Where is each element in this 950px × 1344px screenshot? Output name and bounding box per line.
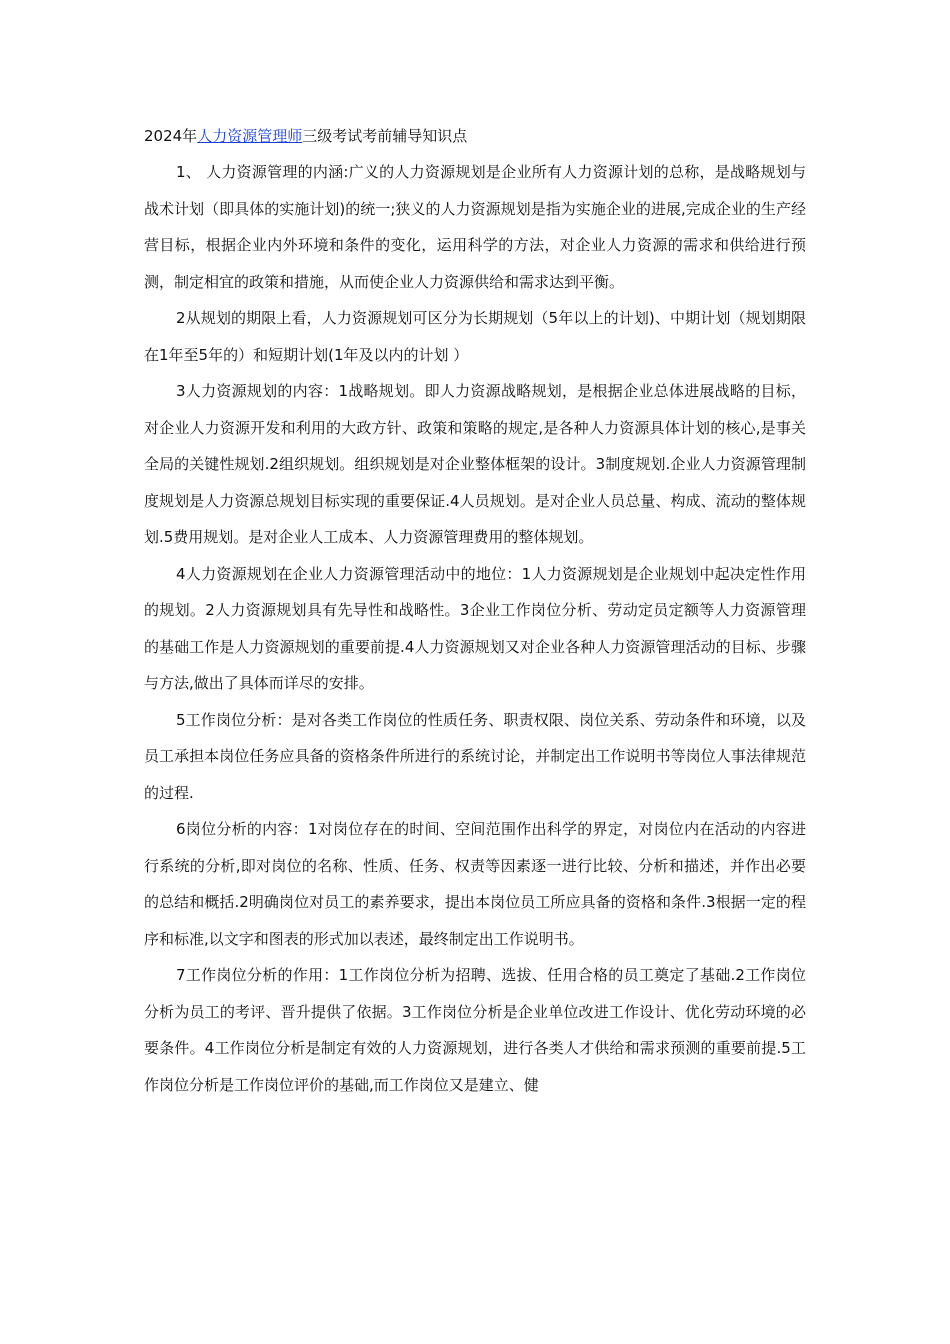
paragraph-2: 2从规划的期限上看，人力资源规划可区分为长期规划（5年以上的计划)、中期计划（规划期限在1年至5年的）和短期计划(1年及以内的计划 ） [144, 309, 806, 364]
paragraph-1: 1、 人力资源管理的内涵:广义的人力资源规划是企业所有人力资源计划的总称，是战略规划与战术计划（即具体的实施计划)的统一;狭义的人力资源规划是指为实施企业的进展,完成企业的生产经营目标，根据企业内外环境和条件的变化，运用科学的方法，对企业人力资源的需求和供给进行预测，制定相宜的政策和措施，从而使企业人力资源供给和需求达到平衡。 [144, 163, 806, 291]
title-prefix: 2024年 [144, 127, 198, 145]
paragraph-7: 7工作岗位分析的作用：1工作岗位分析为招聘、选拔、任用合格的员工奠定了基础.2工作岗位分析为员工的考评、晋升提供了依据。3工作岗位分析是企业单位改进工作设计、优化劳动环境的必要条件。4工作岗位分析是制定有效的人力资源规划，进行各类人才供给和需求预测的重要前提.5工作岗位分析是工作岗位评价的基础,而工作岗位又是建立、健 [144, 966, 806, 1094]
document-title [144, 118, 806, 154]
paragraph-5: 5工作岗位分析：是对各类工作岗位的性质任务、职责权限、岗位关系、劳动条件和环境，以及员工承担本岗位任务应具备的资格条件所进行的系统讨论，并制定出工作说明书等岗位人事法律规范的过程. [144, 710, 806, 802]
paragraph-4: 4人力资源规划在企业人力资源管理活动中的地位：1人力资源规划是企业规划中起决定性作用的规划。2人力资源规划具有先导性和战略性。3企业工作岗位分析、劳动定员定额等人力资源管理的基础工作是人力资源规划的重要前提.4人力资源规划又对企业各种人力资源管理活动的目标、步骤与方法,做出了具体而详尽的安排。 [144, 564, 806, 692]
document-page [144, 118, 806, 1103]
paragraph-3: 3人力资源规划的内容：1战略规划。即人力资源战略规划，是根据企业总体进展战略的目标，对企业人力资源开发和利用的大政方针、政策和策略的规定,是各种人力资源具体计划的核心,是事关全局的关键性规划.2组织规划。组织规划是对企业整体框架的设计。3制度规划.企业人力资源管理制度规划是人力资源总规划目标实现的重要保证.4人员规划。是对企业人员总量、构成、流动的整体规划.5费用规划。是对企业人工成本、人力资源管理费用的整体规划。 [144, 382, 806, 546]
title-suffix: 三级考试考前辅导知识点 [302, 127, 468, 145]
title-link[interactable]: 人力资源管理师 [197, 127, 303, 145]
paragraph-6: 6岗位分析的内容：1对岗位存在的时间、空间范围作出科学的界定，对岗位内在活动的内容进行系统的分析,即对岗位的名称、性质、任务、权责等因素逐一进行比较、分析和描述，并作出必要的总结和概括.2明确岗位对员工的素养要求，提出本岗位员工所应具备的资格和条件.3根据一定的程序和标准,以文字和图表的形式加以表述，最终制定出工作说明书。 [144, 820, 806, 948]
